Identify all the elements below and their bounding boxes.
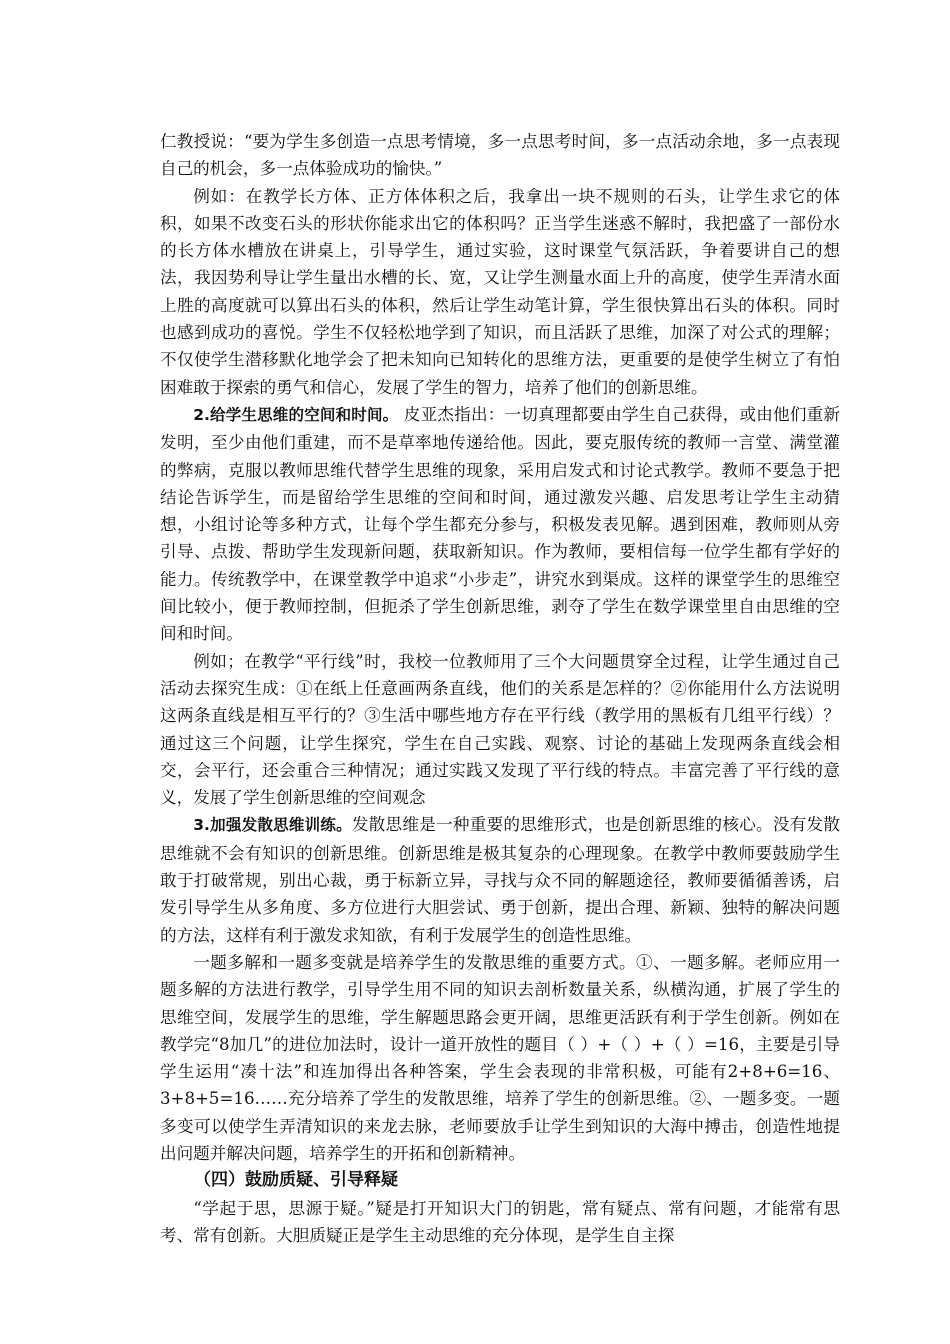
paragraph-quote: 仁教授说：“要为学生多创造一点思考情境，多一点思考时间，多一点活动余地，多一点表现自己的机会，多一点体验成功的愉快。” — [160, 132, 840, 179]
paragraph-divergent — [160, 811, 840, 948]
paragraph-questioning: “学起于思，思源于疑。”疑是打开知识大门的钥匙，常有疑点、常有问题，才能常有思考、常有创新。大胆质疑正是学生主动思维的充分体现，是学生自主探 — [160, 1198, 840, 1245]
document-page — [160, 128, 840, 1249]
subheading-thinking-space: 2.给学生思维的空间和时间。 — [193, 405, 399, 424]
paragraph-example-volume: 例如：在教学长方体、正方体体积之后，我拿出一块不规则的石头，让学生求它的体积，如果不改变石头的形状你能求出它的体积吗？正当学生迷惑不解时，我把盛了一部份水的长方体水槽放在讲桌上，引导学生，通过实验，这时课堂气氛活跃，争着要讲自己的想法，我因势利导让学生量出水槽的长、宽，又让学生测量水面上升的高度，使学生弄清水面上胜的高度就可以算出石头的体积，然后让学生动笔计算，学生很快算出石头的体积。同时也感到成功的喜悦。学生不仅轻松地学到了知识，而且活跃了思维，加深了对公式的理解；不仅使学生潜移默化地学会了把未知向已知转化的思维方法，更重要的是使学生树立了有怕困难敢于探索的勇气和信心，发展了学生的智力，培养了他们的创新思维。 — [160, 186, 840, 397]
paragraph-multi-solution: 一题多解和一题多变就是培养学生的发散思维的重要方式。①、一题多解。老师应用一题多解的方法进行教学，引导学生用不同的知识去剖析数量关系，纵横沟通，扩展了学生的思维空间，发展学生的思维，学生解题思路会更开阔，思维更活跃有利于学生创新。例如在教学完“8加几”的进位加法时，设计一道开放性的题目（ ）+（ ）+（ ）=16，主要是引导学生运用“凑十法”和连加得出各种答案，学生会表现的非常积极，可能有2+8+6=16、3+8+5=16……充分培养了学生的发散思维，培养了学生的创新思维。②、一题多变。一题多变可以使学生弄清知识的来龙去脉，老师要放手让学生到知识的大海中搏击，创造性地提出问题并解决问题，培养学生的开拓和创新精神。 — [160, 952, 840, 1163]
paragraph-example-parallel: 例如；在教学“平行线”时，我校一位教师用了三个大问题贯穿全过程，让学生通过自己活动去探究生成：①在纸上任意画两条直线，他们的关系是怎样的？②你能用什么方法说明这两条直线是相互平行的？③生活中哪些地方存在平行线（教学用的黑板有几组平行线）？通过这三个问题，让学生探究，学生在自己实践、观察、讨论的基础上发现两条直线会相交，会平行，还会重合三种情况；通过实践又发现了平行线的特点。丰富完善了平行线的意义，发展了学生创新思维的空间观念 — [160, 651, 840, 808]
subheading-divergent: 3.加强发散思维训练。 — [193, 816, 352, 835]
paragraph-thinking-space-body: 皮亚杰指出：一切真理都要由学生自己获得，或由他们重新发明，至少由他们重建，而不是草率地传递给他。因此，要克服传统的教师一言堂、满堂灌的弊病，克服以教师思维代替学生思维的现象，采用启发式和讨论式教学。教师不要急于把结论告诉学生，而是留给学生思维的空间和时间，通过激发兴趣、启发思考让学生主动猜想，小组讨论等多种方式，让每个学生都充分参与，积极发表见解。遇到困难，教师则从旁引导、点拨、帮助学生发现新问题，获取新知识。作为教师，要相信每一位学生都有学好的能力。传统教学中，在课堂教学中追求“小步走”，讲究水到渠成。这样的课堂学生的思维空间比较小，便于教师控制，但扼杀了学生创新思维，剥夺了学生在数学课堂里自由思维的空间和时间。 — [160, 404, 840, 644]
section-title-questioning: （四）鼓励质疑、引导释疑 — [194, 1170, 398, 1191]
paragraph-thinking-space — [160, 401, 840, 648]
paragraph-divergent-body: 发散思维是一种重要的思维形式，也是创新思维的核心。没有发散思维就不会有知识的创新思维。创新思维是极其复杂的心理现象。在教学中教师要鼓励学生敢于打破常规，别出心裁，勇于标新立异，寻找与众不同的解题途径，教师要循循善诱，启发引导学生从多角度、多方位进行大胆尝试、勇于创新，提出合理、新颖、独特的解决问题的方法，这样有利于激发求知欲，有利于发展学生的创造性思维。 — [160, 815, 840, 945]
